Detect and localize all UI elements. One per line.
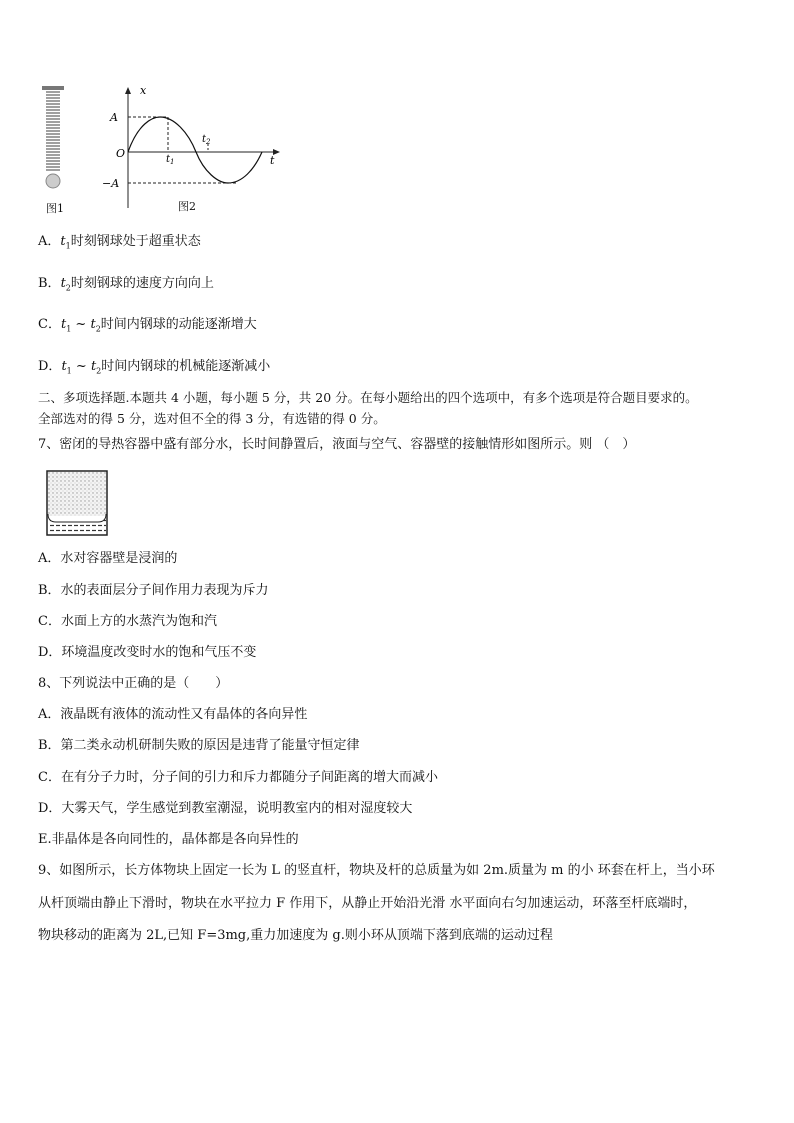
t-axis-label: t: [270, 154, 275, 167]
q6-option-a: A．$t_1$时刻钢球处于超重状态: [38, 234, 201, 251]
q7-option-d: D．环境温度改变时水的饱和气压不变: [38, 645, 257, 660]
q8-option-a: A．液晶既有液体的流动性又有晶体的各向异性: [38, 707, 308, 722]
section2-line1: 二、多项选择题.本题共 4 小题，每小题 5 分，共 20 分。在每小题给出的四个选项中，有多个选项是符合题目要求的。: [38, 390, 698, 405]
container-figure: [44, 468, 110, 540]
t2-label: $t_2$: [202, 134, 211, 146]
fig2-caption: 图2: [178, 200, 196, 213]
q7-stem: 7、密闭的导热容器中盛有部分水，长时间静置后，液面与空气、容器壁的接触情形如图所示。则 （ ）: [38, 437, 636, 452]
neg-amplitude-label: −A: [102, 177, 120, 190]
q8-option-b: B．第二类永动机研制失败的原因是违背了能量守恒定律: [38, 738, 360, 753]
section2-line2: 全部选对的得 5 分，选对但不全的得 3 分，有选错的得 0 分。: [38, 411, 386, 426]
spring-pendulum-figure: [36, 84, 76, 194]
q7-option-c: C．水面上方的水蒸汽为饱和汽: [38, 614, 217, 629]
q7-option-a: A．水对容器壁是浸润的: [38, 551, 178, 566]
amplitude-label: A: [110, 111, 118, 124]
q6-option-b: B．$t_2$时刻钢球的速度方向向上: [38, 276, 214, 293]
q6-option-d: D．$t_1$ ~ $t_2$时间内钢球的机械能逐渐减小: [38, 359, 271, 376]
q8-option-d: D．大雾天气，学生感觉到教室潮湿，说明教室内的相对湿度较大: [38, 801, 413, 816]
q9-line3: 物块移动的距离为 2L,已知 F=3mg,重力加速度为 g.则小环从顶端下落到底端的运动过程: [38, 928, 553, 943]
t1-label: $t_1$: [166, 154, 175, 166]
q8-option-e: E.非晶体是各向同性的，晶体都是各向异性的: [38, 832, 299, 847]
q8-option-c: C．在有分子力时，分子间的引力和斥力都随分子间距离的增大而减小: [38, 770, 438, 785]
q6-option-c: C．$t_1$ ~ $t_2$时间内钢球的动能逐渐增大: [38, 317, 257, 334]
displacement-time-graph: [96, 84, 286, 212]
q9-line2: 从杆顶端由静止下滑时，物块在水平拉力 F 作用下，从静止开始沿光滑 水平面向右匀加速运动，环落至杆底端时，: [38, 896, 697, 911]
origin-label: O: [116, 147, 126, 160]
q9-line1: 9、如图所示，长方体物块上固定一长为 L 的竖直杆，物块及杆的总质量为如 2m.质量为 m 的小 环套在杆上，当小环: [38, 863, 715, 878]
x-axis-label: x: [140, 84, 147, 97]
q8-stem: 8、下列说法中正确的是（ ）: [38, 676, 229, 691]
fig1-caption: 图1: [46, 202, 64, 215]
q7-option-b: B．水的表面层分子间作用力表现为斥力: [38, 583, 269, 598]
